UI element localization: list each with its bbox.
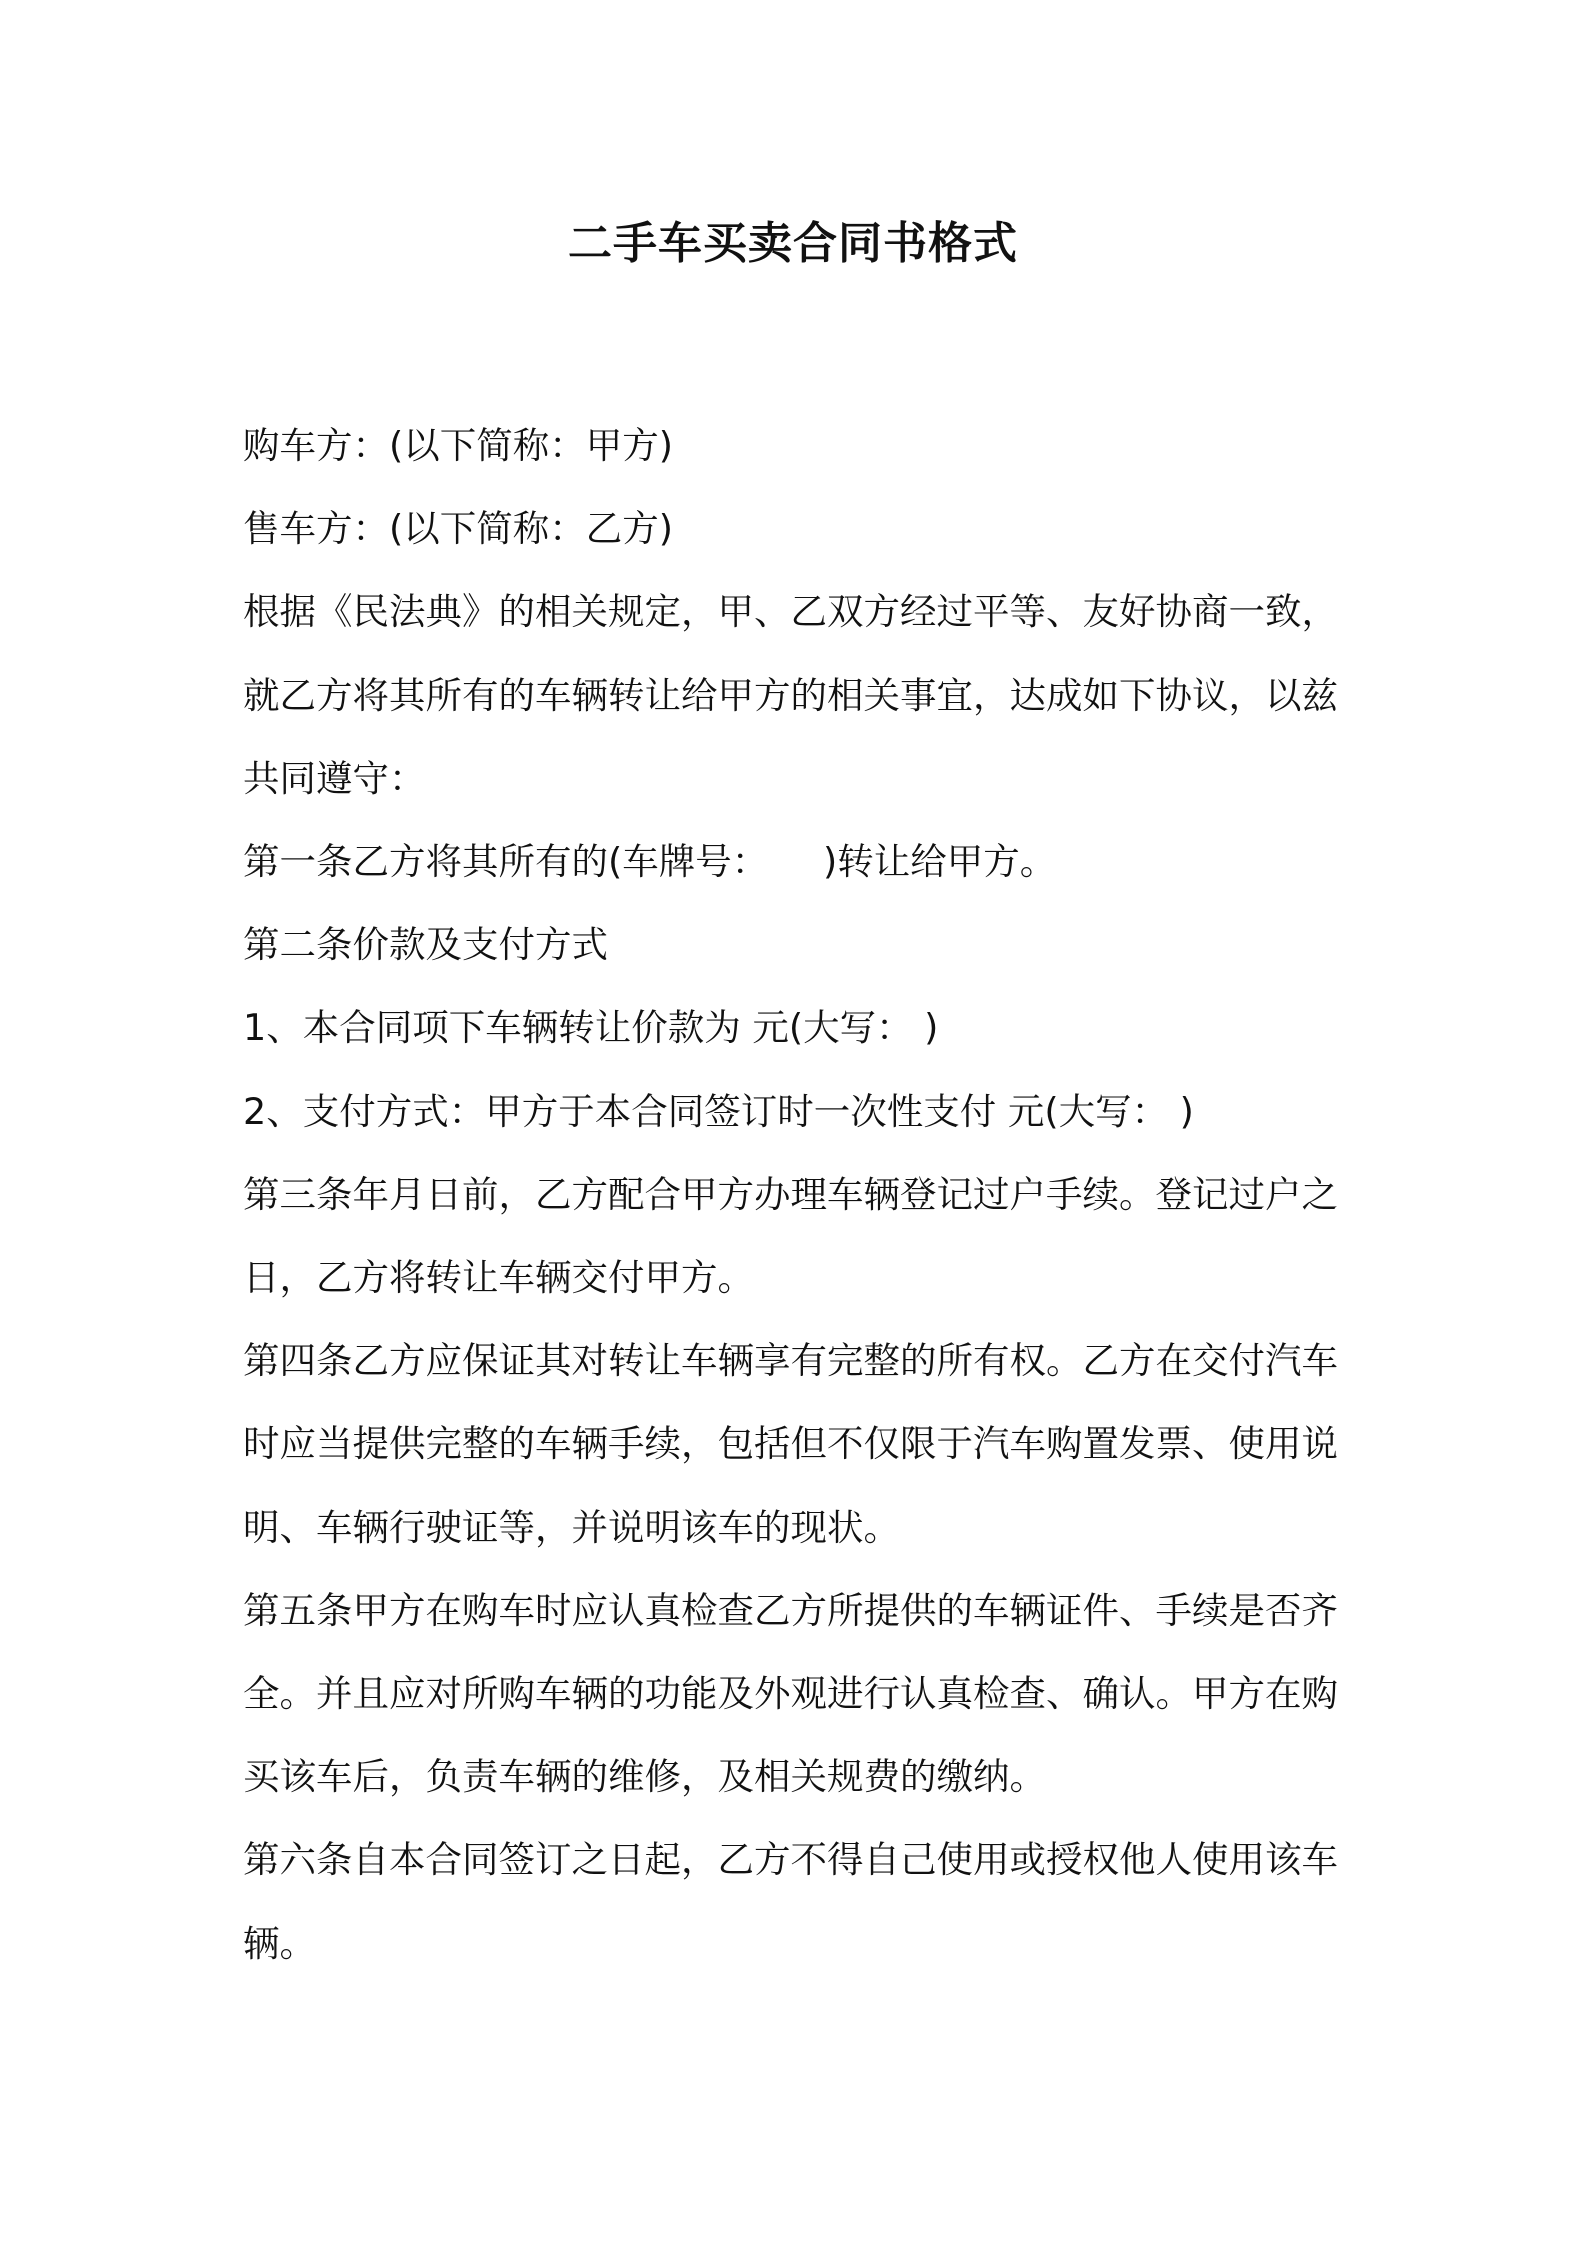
preamble-paragraph: 根据《民法典》的相关规定，甲、乙双方经过平等、友好协商一致，就乙方将其所有的车辆转让给甲方的相关事宜，达成如下协议，以兹共同遵守： [243,590,1338,800]
article-1: 第一条乙方将其所有的(车牌号： )转让给甲方。 [243,840,1057,884]
article-6: 第六条自本合同签订之日起，乙方不得自己使用或授权他人使用该车辆。 [243,1838,1338,1965]
document-title: 二手车买卖合同书格式 [568,218,1018,269]
article-5: 第五条甲方在购车时应认真检查乙方所提供的车辆证件、手续是否齐全。并且应对所购车辆的功能及外观进行认真检查、确认。甲方在购买该车后，负责车辆的维修，及相关规费的缴纳。 [243,1588,1338,1799]
article-2-item-2: 2、支付方式：甲方于本合同签订时一次性支付 元(大写： ) [243,1089,1194,1133]
article-2-item-1: 1、本合同项下车辆转让价款为 元(大写： ) [243,1006,939,1050]
article-2-heading: 第二条价款及支付方式 [243,923,608,967]
article-4: 第四条乙方应保证其对转让车辆享有完整的所有权。乙方在交付汽车时应当提供完整的车辆手续，包括但不仅限于汽车购置发票、使用说明、车辆行驶证等，并说明该车的现状。 [243,1339,1338,1549]
buyer-line: 购车方：(以下简称：甲方) [243,424,673,467]
article-3: 第三条年月日前，乙方配合甲方办理车辆登记过户手续。登记过户之日，乙方将转让车辆交付甲方。 [243,1172,1338,1300]
seller-line: 售车方：(以下简称：乙方) [243,507,673,551]
document-body [243,404,1363,1985]
